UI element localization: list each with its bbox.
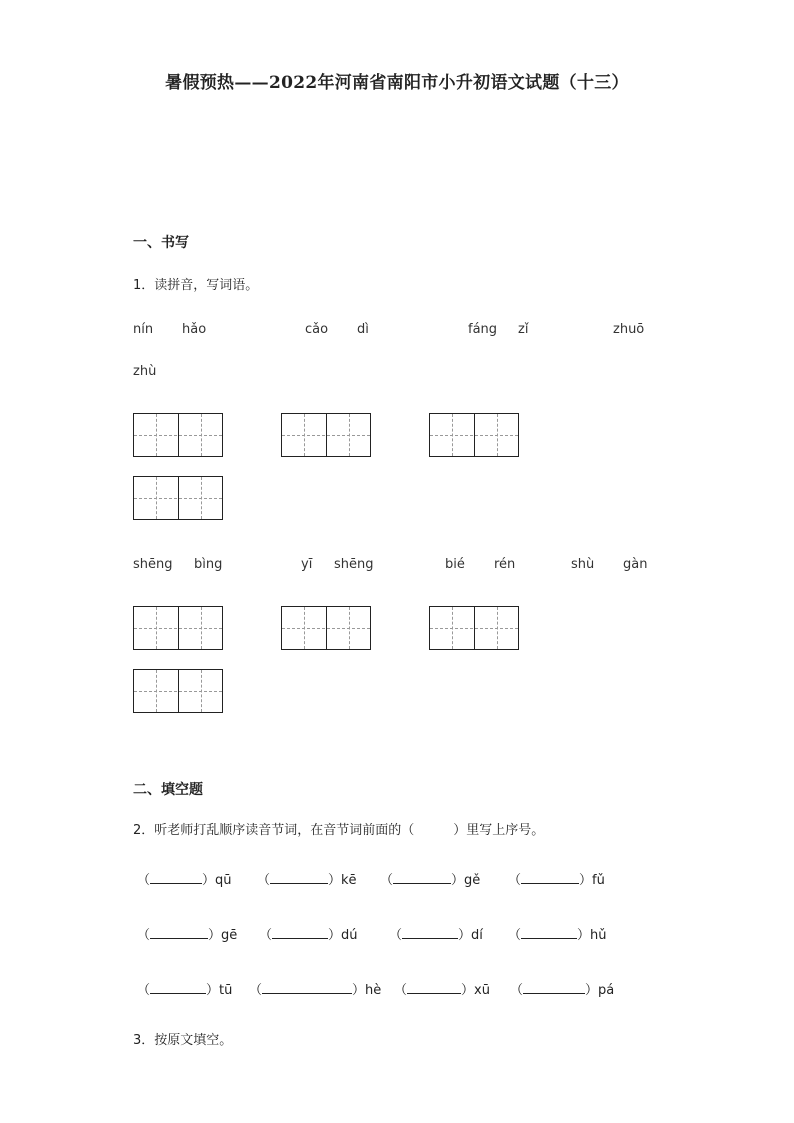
syllable: xū <box>474 983 490 998</box>
syllable: dú <box>341 928 358 943</box>
syllable: kē <box>341 873 357 888</box>
syllable-blank[interactable]: （ ）dú <box>259 928 358 943</box>
character-writing-grid[interactable] <box>133 606 223 650</box>
pinyin: gàn <box>623 557 648 572</box>
character-writing-grid[interactable] <box>429 606 519 650</box>
character-writing-grid[interactable] <box>281 606 371 650</box>
pinyin: fáng <box>468 322 498 337</box>
question-1-prompt: 1．读拼音，写词语。 <box>133 278 259 293</box>
syllable-blank[interactable]: （ ）qū <box>137 873 232 888</box>
page-title: 暑假预热——2022年河南省南阳市小升初语文试题（十三） <box>165 73 629 93</box>
pinyin: shēng <box>133 557 173 572</box>
pinyin: hǎo <box>182 322 207 337</box>
pinyin: bié <box>445 557 465 572</box>
syllable-blank[interactable]: （ ）hǔ <box>508 928 607 943</box>
syllable: gě <box>464 873 481 888</box>
syllable-blank[interactable]: （ ）gě <box>380 873 481 888</box>
syllable-blank[interactable]: （ ）xū <box>394 983 490 998</box>
character-writing-grid[interactable] <box>133 413 223 457</box>
section-heading-fill-blank: 二、填空题 <box>133 782 203 798</box>
syllable-blank[interactable]: （ ）tū <box>137 983 233 998</box>
syllable: hè <box>365 983 382 998</box>
pinyin: zhuō <box>613 322 645 337</box>
pinyin: shù <box>571 557 595 572</box>
pinyin: cǎo <box>305 322 329 337</box>
pinyin: shēng <box>334 557 374 572</box>
syllable-blank[interactable]: （ ）dí <box>389 928 483 943</box>
question-3-prompt: 3．按原文填空。 <box>133 1033 233 1048</box>
syllable: gē <box>221 928 238 943</box>
question-2-prompt: 2．听老师打乱顺序读音节词，在音节词前面的（ ）里写上序号。 <box>133 823 545 838</box>
syllable: qū <box>215 873 232 888</box>
syllable: tū <box>219 983 233 998</box>
pinyin: zhù <box>133 364 157 379</box>
syllable-blank[interactable]: （ ）gē <box>137 928 238 943</box>
syllable-blank[interactable]: （ ）fǔ <box>508 873 605 888</box>
character-writing-grid[interactable] <box>133 669 223 713</box>
syllable-blank[interactable]: （ ）pá <box>510 983 615 998</box>
pinyin: yī <box>301 557 313 572</box>
character-writing-grid[interactable] <box>133 476 223 520</box>
character-writing-grid[interactable] <box>429 413 519 457</box>
character-writing-grid[interactable] <box>281 413 371 457</box>
syllable: hǔ <box>590 928 607 943</box>
syllable: pá <box>598 983 615 998</box>
syllable-blank[interactable]: （ ）kē <box>257 873 357 888</box>
syllable-blank[interactable]: （ ）hè <box>249 983 382 998</box>
section-heading-writing: 一、书写 <box>133 235 189 251</box>
pinyin: nín <box>133 322 154 337</box>
pinyin: zǐ <box>518 322 529 337</box>
pinyin: bìng <box>194 557 223 572</box>
pinyin: dì <box>357 322 369 337</box>
pinyin: rén <box>494 557 516 572</box>
syllable: fǔ <box>592 873 605 888</box>
syllable: dí <box>471 928 483 943</box>
